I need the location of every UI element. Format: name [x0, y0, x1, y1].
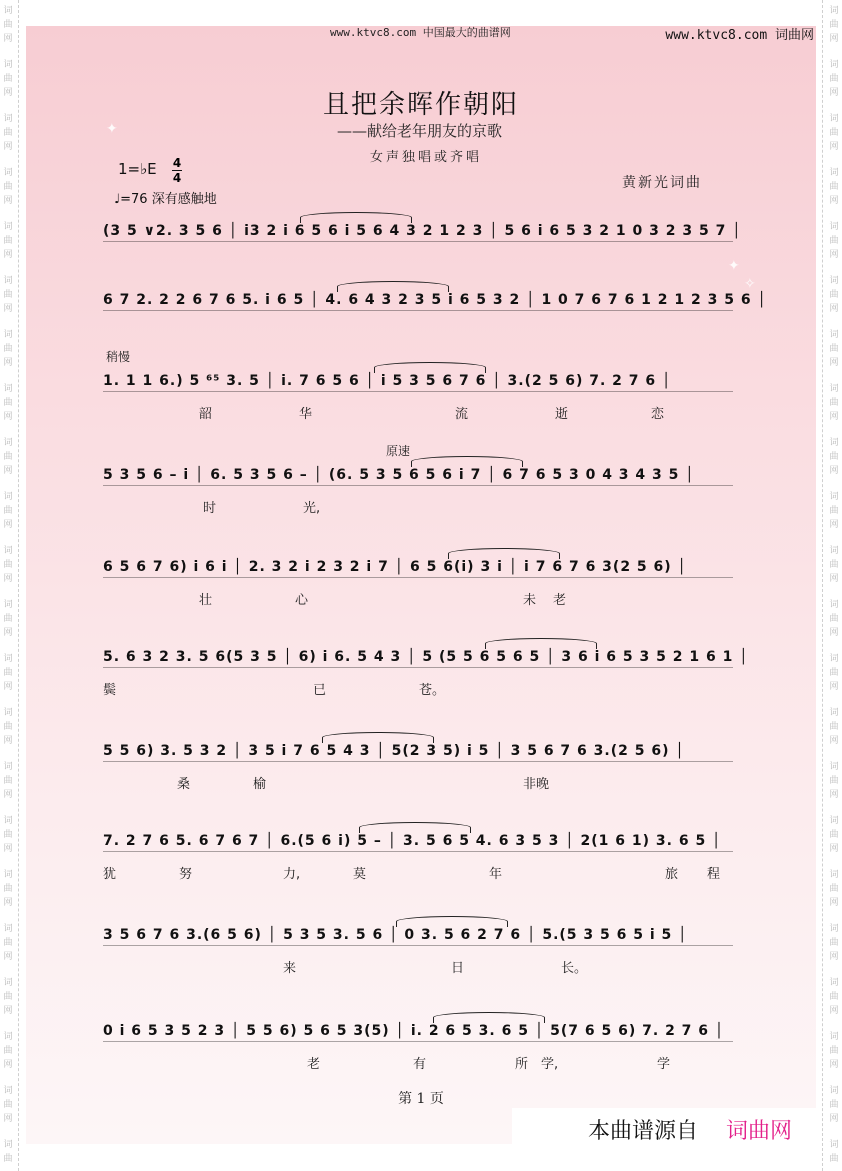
- watermark-char: 曲: [829, 668, 839, 678]
- watermark-char: 网: [3, 1114, 13, 1124]
- watermark-char: 网: [829, 88, 839, 98]
- lyric-word: 华: [299, 407, 313, 422]
- notes-text: 6 7 2. 2 2 6 7 6 5. i 6 5 │ 4. 6 4 3 2 3 5 i 6 5 3 2 │ 1 0 7 6 7 6 1 2 1 2 3 5 6 │: [103, 292, 767, 308]
- lyric-word: 旅: [665, 867, 679, 882]
- watermark-char: 曲: [3, 560, 13, 570]
- time-denominator: 4: [172, 171, 182, 185]
- watermark-char: 词: [829, 762, 839, 772]
- watermark-char: 曲: [829, 20, 839, 30]
- lyric-word: 犹: [103, 867, 117, 882]
- watermark-char: 词: [3, 762, 13, 772]
- watermark-char: 网: [829, 1006, 839, 1016]
- watermark-char: 网: [3, 466, 13, 476]
- watermark-char: 词: [3, 1032, 13, 1042]
- watermark-char: 网: [829, 628, 839, 638]
- lyrics-row: [103, 403, 740, 423]
- lyric-word: 光,: [303, 501, 321, 516]
- left-dashed-rule: [18, 0, 19, 1171]
- watermark-char: 曲: [3, 506, 13, 516]
- watermark-char: 词: [829, 114, 839, 124]
- beam-line: [103, 851, 733, 852]
- watermark-char: 词: [3, 114, 13, 124]
- lyric-word: 来: [283, 961, 297, 976]
- watermark-char: 网: [829, 250, 839, 260]
- beam-line: [103, 485, 733, 486]
- original-tempo-marking: 原速: [386, 444, 411, 458]
- watermark-char: 词: [3, 222, 13, 232]
- lyric-word: 苍。: [419, 683, 446, 698]
- watermark-char: 曲: [3, 884, 13, 894]
- watermark-char: 网: [829, 412, 839, 422]
- watermark-char: 曲: [829, 128, 839, 138]
- time-numerator: 4: [172, 156, 182, 170]
- lyric-word: 力,: [283, 867, 301, 882]
- watermark-char: 词: [3, 276, 13, 286]
- lyric-word: 长。: [561, 961, 588, 976]
- watermark-char: 曲: [829, 1100, 839, 1110]
- beam-line: [103, 577, 733, 578]
- lyric-word: 所: [515, 1057, 529, 1072]
- beam-line: [103, 391, 733, 392]
- watermark-char: 网: [3, 790, 13, 800]
- lyric-word: 逝: [555, 407, 569, 422]
- lyric-word: 莫: [353, 867, 367, 882]
- watermark-char: 词: [829, 438, 839, 448]
- watermark-char: 曲: [3, 830, 13, 840]
- watermark-char: 曲: [829, 236, 839, 246]
- lyrics-row: [103, 1053, 740, 1073]
- lyric-word: 学,: [541, 1057, 559, 1072]
- slower-marking: 稍慢: [106, 350, 131, 364]
- watermark-char: 网: [829, 1114, 839, 1124]
- watermark-char: 网: [829, 520, 839, 530]
- watermark-char: 网: [3, 682, 13, 692]
- right-watermark-column: [826, 0, 842, 1171]
- notes-text: 5 3 5 6 – i │ 6. 5 3 5 6 – │ (6. 5 3 5 6 5 6 i 7 │ 6 7 6 5 3 0 4 3 4 3 5 │: [103, 467, 695, 483]
- watermark-char: 网: [3, 304, 13, 314]
- watermark-char: 词: [829, 222, 839, 232]
- source-label: 本曲谱源自: [588, 1119, 699, 1144]
- watermark-char: 网: [829, 142, 839, 152]
- watermark-char: 网: [829, 790, 839, 800]
- watermark-char: 词: [3, 330, 13, 340]
- watermark-char: 曲: [3, 668, 13, 678]
- watermark-char: 网: [829, 34, 839, 44]
- key-signature: 1=♭E: [118, 160, 157, 178]
- watermark-char: 词: [829, 6, 839, 16]
- lyrics-row: [103, 957, 740, 977]
- song-subtitle: ——献给老年朋友的京歌: [337, 122, 503, 140]
- watermark-char: 曲: [829, 1046, 839, 1056]
- lyric-word: 流: [455, 407, 469, 422]
- watermark-char: 词: [3, 168, 13, 178]
- watermark-char: 词: [3, 492, 13, 502]
- watermark-char: 词: [3, 546, 13, 556]
- lyric-word: 韶: [199, 407, 213, 422]
- watermark-char: 曲: [3, 1046, 13, 1056]
- watermark-char: 网: [829, 682, 839, 692]
- watermark-char: 词: [829, 384, 839, 394]
- slur-mark: [300, 212, 412, 223]
- watermark-char: 曲: [829, 1154, 839, 1164]
- watermark-char: 词: [3, 870, 13, 880]
- watermark-char: 词: [3, 816, 13, 826]
- watermark-char: 网: [3, 1006, 13, 1016]
- tempo-marking: ♩=76 深有感触地: [114, 192, 217, 207]
- lyric-word: 桑: [177, 777, 191, 792]
- watermark-char: 曲: [3, 1100, 13, 1110]
- sparkle-icon: ✦: [106, 121, 118, 137]
- lyrics-row: [103, 589, 740, 609]
- beam-line: [103, 1041, 733, 1042]
- lyrics-row: [103, 679, 740, 699]
- slur-mark: [448, 548, 560, 559]
- watermark-char: 网: [3, 250, 13, 260]
- notes-text: 6 5 6 7 6) i 6 i │ 2. 3 2 i 2 3 2 i 7 │ 6 5 6(i) 3 i │ i 7 6 7 6 3(2 5 6) │: [103, 559, 687, 575]
- lyric-word: 日: [451, 961, 465, 976]
- watermark-char: 网: [3, 736, 13, 746]
- lyric-word: 非晚: [523, 777, 550, 792]
- watermark-char: 曲: [3, 938, 13, 948]
- lyric-word: 年: [489, 867, 503, 882]
- watermark-char: 曲: [3, 128, 13, 138]
- notes-text: 3 5 6 7 6 3.(6 5 6) │ 5 3 5 3. 5 6 │ 0 3. 5 6 2 7 6 │ 5.(5 3 5 6 5 i 5 │: [103, 927, 688, 943]
- watermark-char: 词: [3, 6, 13, 16]
- lyric-word: 已: [313, 683, 327, 698]
- watermark-char: 网: [3, 844, 13, 854]
- lyric-word: 时: [203, 501, 217, 516]
- watermark-char: 网: [3, 628, 13, 638]
- beam-line: [103, 667, 733, 668]
- watermark-char: 词: [829, 60, 839, 70]
- source-site-link[interactable]: 词曲网: [726, 1119, 793, 1144]
- watermark-char: 网: [3, 574, 13, 584]
- lyric-word: 未: [523, 593, 537, 608]
- watermark-char: 词: [829, 600, 839, 610]
- watermark-char: 词: [829, 492, 839, 502]
- watermark-char: 曲: [829, 938, 839, 948]
- lyric-word: 努: [179, 867, 193, 882]
- watermark-char: 曲: [829, 992, 839, 1002]
- watermark-char: 曲: [3, 992, 13, 1002]
- watermark-char: 曲: [3, 614, 13, 624]
- watermark-char: 曲: [829, 182, 839, 192]
- notes-text: 7. 2 7 6 5. 6 7 6 7 │ 6.(5 6 i) 5 – │ 3. 5 6 5 4. 6 3 5 3 │ 2(1 6 1) 3. 6 5 │: [103, 833, 722, 849]
- watermark-char: 词: [3, 384, 13, 394]
- notes-text: 5. 6 3 2 3. 5 6(5 3 5 │ 6) i 6. 5 4 3 │ 5 (5 5 6 5 6 5 │ 3 6 i 6 5 3 5 2 1 6 1 │: [103, 649, 749, 665]
- watermark-char: 词: [829, 168, 839, 178]
- watermark-char: 曲: [3, 20, 13, 30]
- lyric-word: 老: [553, 593, 567, 608]
- watermark-char: 曲: [3, 398, 13, 408]
- slur-mark: [396, 916, 508, 927]
- performance-note: 女声独唱或齐唱: [370, 150, 483, 165]
- watermark-char: 词: [829, 330, 839, 340]
- lyric-word: 有: [413, 1057, 427, 1072]
- watermark-char: 曲: [829, 290, 839, 300]
- song-title: 且把余晖作朝阳: [322, 90, 519, 120]
- lyric-word: 心: [295, 593, 309, 608]
- watermark-char: 词: [829, 816, 839, 826]
- sparkle-icon: ✧: [744, 276, 756, 292]
- slur-mark: [322, 732, 434, 743]
- slur-mark: [411, 456, 523, 467]
- watermark-char: 网: [829, 952, 839, 962]
- watermark-char: 网: [829, 898, 839, 908]
- slur-mark: [337, 281, 449, 292]
- watermark-char: 曲: [3, 1154, 13, 1164]
- watermark-char: 网: [829, 844, 839, 854]
- watermark-char: 词: [829, 924, 839, 934]
- watermark-char: 词: [829, 1032, 839, 1042]
- watermark-char: 网: [3, 952, 13, 962]
- watermark-char: 词: [3, 708, 13, 718]
- source-banner: [512, 1108, 816, 1144]
- slur-mark: [374, 362, 486, 373]
- watermark-char: 网: [829, 304, 839, 314]
- watermark-char: 网: [3, 358, 13, 368]
- watermark-char: 曲: [829, 452, 839, 462]
- watermark-char: 词: [3, 60, 13, 70]
- right-dashed-rule: [822, 0, 823, 1171]
- sparkle-icon: ✦: [728, 258, 740, 274]
- watermark-char: 曲: [3, 182, 13, 192]
- watermark-char: 网: [829, 1060, 839, 1070]
- watermark-char: 网: [3, 1060, 13, 1070]
- watermark-char: 词: [3, 438, 13, 448]
- watermark-char: 网: [829, 574, 839, 584]
- watermark-char: 曲: [829, 398, 839, 408]
- watermark-char: 词: [829, 546, 839, 556]
- slur-mark: [433, 1012, 545, 1023]
- lyric-word: 恋: [651, 407, 665, 422]
- watermark-char: 网: [3, 88, 13, 98]
- time-signature: [172, 157, 182, 184]
- watermark-char: 词: [829, 1086, 839, 1096]
- watermark-char: 词: [829, 1140, 839, 1150]
- lyric-word: 老: [307, 1057, 321, 1072]
- watermark-char: 曲: [829, 74, 839, 84]
- watermark-char: 词: [3, 978, 13, 988]
- beam-line: [103, 241, 733, 242]
- authors: 黄新光词曲: [622, 175, 702, 191]
- watermark-char: 曲: [829, 506, 839, 516]
- notes-text: 5 5 6) 3. 5 3 2 │ 3 5 i 7 6 5 4 3 │ 5(2 3 5) i 5 │ 3 5 6 7 6 3.(2 5 6) │: [103, 743, 685, 759]
- lyric-word: 学: [657, 1057, 671, 1072]
- watermark-char: 词: [829, 276, 839, 286]
- beam-line: [103, 761, 733, 762]
- beam-line: [103, 945, 733, 946]
- lyric-word: 壮: [199, 593, 213, 608]
- watermark-char: 词: [829, 708, 839, 718]
- beam-line: [103, 310, 733, 311]
- watermark-char: 曲: [829, 344, 839, 354]
- lyric-word: 程: [707, 867, 721, 882]
- watermark-char: 网: [829, 358, 839, 368]
- watermark-char: 曲: [3, 290, 13, 300]
- header-right-url[interactable]: www.ktvc8.com 词曲网: [665, 28, 814, 43]
- slur-mark: [485, 638, 597, 649]
- header-left-url[interactable]: www.ktvc8.com 中国最大的曲谱网: [330, 26, 511, 39]
- watermark-char: 曲: [829, 776, 839, 786]
- watermark-char: 曲: [829, 884, 839, 894]
- notes-text: 1. 1 1 6.) 5 ⁶⁵ 3. 5 │ i. 7 6 5 6 │ i 5 3 5 6 7 6 │ 3.(2 5 6) 7. 2 7 6 │: [103, 373, 672, 389]
- watermark-char: 网: [3, 412, 13, 422]
- watermark-char: 曲: [3, 236, 13, 246]
- watermark-char: 词: [829, 870, 839, 880]
- watermark-char: 网: [829, 736, 839, 746]
- watermark-char: 词: [3, 600, 13, 610]
- watermark-char: 词: [3, 654, 13, 664]
- page-number: 第 1 页: [398, 1091, 444, 1107]
- watermark-char: 网: [829, 196, 839, 206]
- lyric-word: 榆: [253, 777, 267, 792]
- watermark-char: 曲: [829, 830, 839, 840]
- watermark-char: 词: [3, 1086, 13, 1096]
- left-watermark-column: [0, 0, 16, 1171]
- watermark-char: 曲: [829, 614, 839, 624]
- notes-text: 0 i 6 5 3 5 2 3 │ 5 5 6) 5 6 5 3(5) │ i. 2 6 5 3. 6 5 │ 5(7 6 5 6) 7. 2 7 6 │: [103, 1023, 725, 1039]
- watermark-char: 曲: [829, 560, 839, 570]
- watermark-char: 词: [829, 978, 839, 988]
- watermark-char: 网: [3, 520, 13, 530]
- watermark-char: 网: [3, 196, 13, 206]
- watermark-char: 词: [829, 654, 839, 664]
- watermark-char: 词: [3, 924, 13, 934]
- lyrics-row: [103, 773, 740, 793]
- watermark-char: 网: [829, 466, 839, 476]
- lyrics-row: [103, 497, 740, 517]
- watermark-char: 曲: [3, 74, 13, 84]
- watermark-char: 曲: [3, 722, 13, 732]
- watermark-char: 网: [3, 34, 13, 44]
- notes-text: (3 5 ∨2. 3 5 6 │ i3 2 i 6 5 6 i 5 6 4 3 2 1 2 3 │ 5 6 i 6 5 3 2 1 0 3 2 3 5 7 │: [103, 223, 742, 239]
- watermark-char: 曲: [829, 722, 839, 732]
- watermark-char: 曲: [3, 344, 13, 354]
- watermark-char: 词: [3, 1140, 13, 1150]
- watermark-char: 网: [3, 142, 13, 152]
- slur-mark: [359, 822, 471, 833]
- lyric-word: 鬓: [103, 683, 117, 698]
- watermark-char: 网: [3, 898, 13, 908]
- watermark-char: 曲: [3, 776, 13, 786]
- lyrics-row: [103, 863, 740, 883]
- watermark-char: 曲: [3, 452, 13, 462]
